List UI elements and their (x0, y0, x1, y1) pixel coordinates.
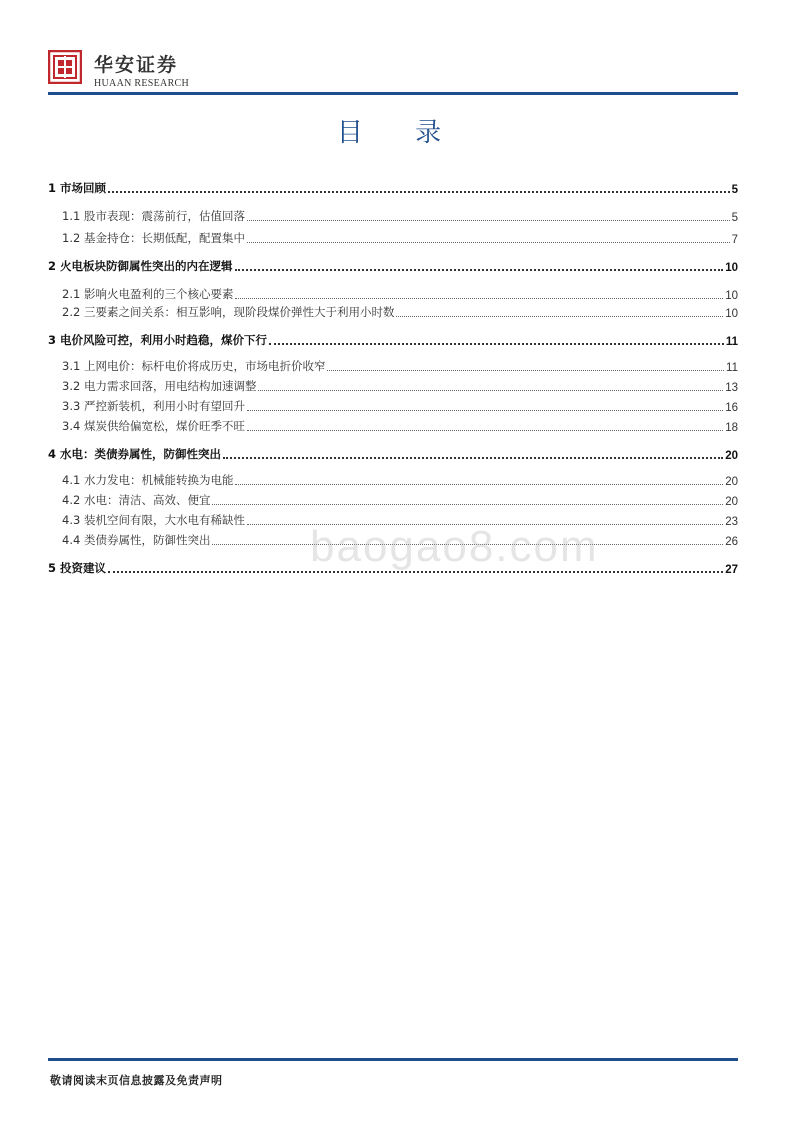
toc-entry-label: 4.2 水电：清洁、高效、便宜 (62, 493, 211, 507)
toc-entry-page: 26 (725, 536, 738, 548)
toc-leader-dots (247, 410, 723, 411)
toc-leader-dots (235, 484, 723, 485)
toc-entry-page: 27 (725, 564, 738, 576)
toc-entry-label: 1.2 基金持仓：长期低配，配置集中 (62, 231, 245, 245)
brand-name-cn: 华安证券 (94, 54, 179, 76)
toc-leader-dots (247, 220, 730, 221)
toc-entry-label: 5 投资建议 (48, 561, 107, 575)
toc-entry-page: 20 (725, 450, 738, 462)
toc-entry-page: 10 (725, 290, 738, 302)
toc-entry-page: 20 (725, 496, 738, 508)
toc-entry-label: 4 水电：类债券属性，防御性突出 (48, 447, 222, 461)
toc-subsection-entry[interactable] (48, 356, 738, 374)
toc-subsection-entry[interactable] (48, 228, 738, 246)
toc-leader-dots (212, 504, 723, 505)
toc-entry-page: 23 (725, 516, 738, 528)
toc-entry-label: 3.3 严控新装机，利用小时有望回升 (62, 399, 245, 413)
toc-leader-dots (235, 269, 724, 271)
toc-entry-page: 11 (726, 362, 738, 374)
toc-section-entry[interactable] (48, 444, 738, 462)
toc-leader-dots (247, 430, 723, 431)
toc-entry-label: 3.1 上网电价：标杆电价将成历史，市场电折价收窄 (62, 359, 326, 373)
toc-entry-label: 3 电价风险可控，利用小时趋稳，煤价下行 (48, 333, 268, 347)
toc-section-entry[interactable] (48, 330, 738, 348)
page-title: 目 录 (336, 118, 464, 148)
brand-name-en: HUAAN RESEARCH (94, 78, 190, 89)
toc-subsection-entry[interactable] (48, 302, 738, 320)
toc-leader-dots (247, 242, 730, 243)
toc-entry-page: 13 (725, 382, 738, 394)
toc-entry-page: 18 (725, 422, 738, 434)
toc-entry-page: 10 (725, 308, 738, 320)
toc-entry-label: 2.2 三要素之间关系：相互影响，现阶段煤价弹性大于利用小时数 (62, 305, 395, 319)
toc-entry-label: 4.4 类债券属性，防御性突出 (62, 533, 211, 547)
disclaimer-note: 敬请阅读末页信息披露及免责声明 (50, 1074, 223, 1087)
toc-entry-label: 2 火电板块防御属性突出的内在逻辑 (48, 259, 233, 273)
toc-section-entry[interactable] (48, 256, 738, 274)
toc-entry-label: 1 市场回顾 (48, 181, 107, 195)
toc-leader-dots (223, 457, 723, 459)
toc-subsection-entry[interactable] (48, 396, 738, 414)
toc-subsection-entry[interactable] (48, 206, 738, 224)
toc-entry-label: 2.1 影响火电盈利的三个核心要素 (62, 287, 234, 301)
toc-entry-page: 20 (725, 476, 738, 488)
watermark: baogao8.com (310, 522, 599, 571)
toc-leader-dots (269, 343, 724, 345)
toc-entry-label: 3.4 煤炭供给偏宽松，煤价旺季不旺 (62, 419, 245, 433)
toc-leader-dots (258, 390, 723, 391)
toc-entry-page: 7 (731, 234, 738, 246)
toc-subsection-entry[interactable] (48, 284, 738, 302)
toc-subsection-entry[interactable] (48, 490, 738, 508)
toc-leader-dots (108, 191, 730, 193)
toc-entry-label: 1.1 股市表现：震荡前行，估值回落 (62, 209, 245, 223)
toc-entry-page: 5 (731, 184, 738, 196)
toc-entry-page: 10 (725, 262, 738, 274)
toc-subsection-entry[interactable] (48, 376, 738, 394)
toc-section-entry[interactable] (48, 178, 738, 196)
toc-subsection-entry[interactable] (48, 470, 738, 488)
toc-subsection-entry[interactable] (48, 416, 738, 434)
huaan-logo-icon (48, 50, 82, 84)
toc-entry-page: 11 (725, 336, 738, 348)
toc-entry-label: 4.3 装机空间有限，大水电有稀缺性 (62, 513, 245, 527)
toc-leader-dots (235, 298, 723, 299)
toc-leader-dots (396, 316, 723, 317)
toc-entry-label: 4.1 水力发电：机械能转换为电能 (62, 473, 234, 487)
footer-divider (48, 1058, 738, 1061)
toc-leader-dots (327, 370, 724, 371)
toc-entry-label: 3.2 电力需求回落，用电结构加速调整 (62, 379, 257, 393)
toc-entry-page: 5 (731, 212, 738, 224)
header (48, 50, 748, 96)
header-divider (48, 92, 738, 95)
toc-entry-page: 16 (725, 402, 738, 414)
